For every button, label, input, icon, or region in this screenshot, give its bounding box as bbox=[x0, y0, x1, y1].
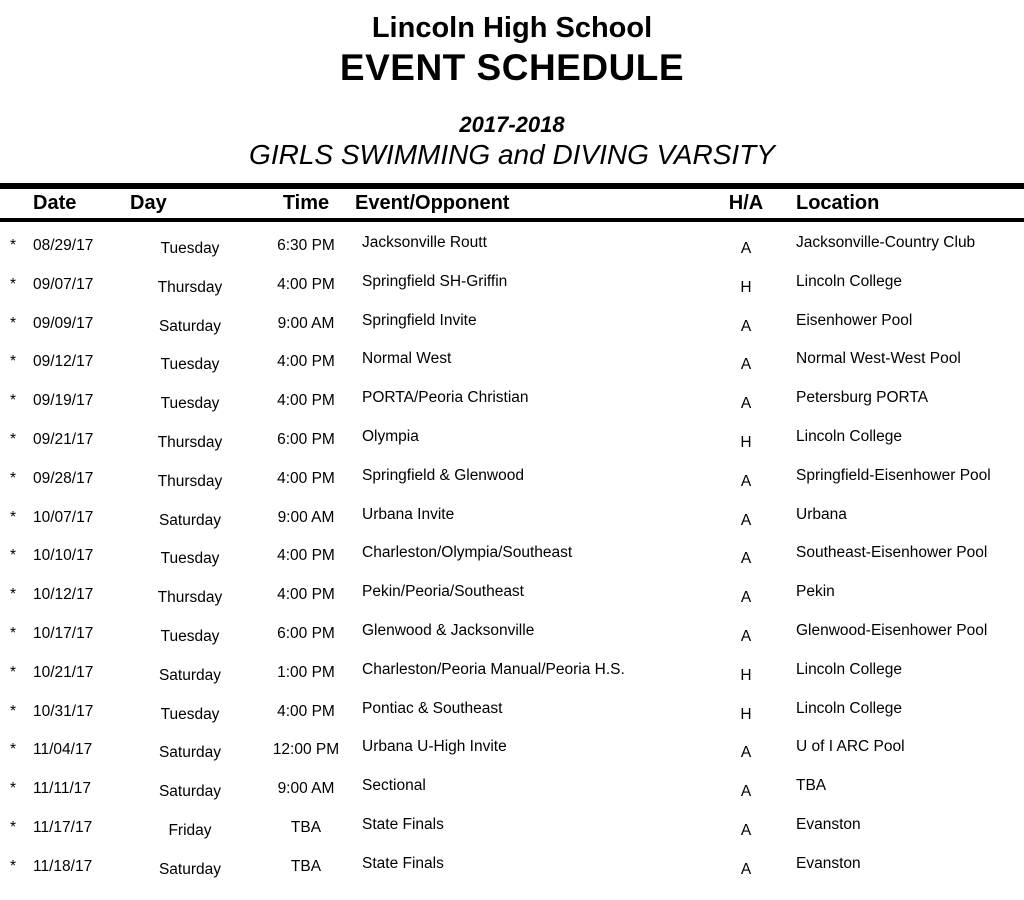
event-location: Lincoln College bbox=[796, 660, 902, 678]
event-time: 4:00 PM bbox=[277, 392, 335, 410]
home-away-indicator: A bbox=[740, 317, 752, 335]
event-location: Lincoln College bbox=[796, 427, 902, 445]
event-day: Thursday bbox=[157, 433, 223, 451]
event-day: Thursday bbox=[157, 278, 223, 296]
date-column-header: Date bbox=[33, 192, 77, 215]
schedule-row bbox=[0, 771, 1024, 810]
event-day: Tuesday bbox=[160, 705, 220, 723]
event-opponent: Olympia bbox=[362, 427, 419, 445]
event-location: Glenwood-Eisenhower Pool bbox=[796, 621, 988, 639]
home-away-indicator: H bbox=[740, 705, 752, 723]
event-date: 10/07/17 bbox=[33, 508, 94, 526]
event-date: 09/28/17 bbox=[33, 469, 94, 487]
home-away-indicator: H bbox=[740, 433, 752, 451]
asterisk-marker: * bbox=[10, 469, 17, 487]
event-date: 11/11/17 bbox=[33, 780, 92, 798]
event-opponent: Springfield & Glenwood bbox=[362, 466, 524, 484]
event-opponent: Urbana Invite bbox=[362, 505, 455, 523]
event-location: Evanston bbox=[796, 854, 861, 872]
event-opponent: PORTA/Peoria Christian bbox=[362, 389, 529, 407]
asterisk-marker: * bbox=[10, 818, 17, 836]
event-date: 10/31/17 bbox=[33, 702, 94, 720]
header-divider-rule bbox=[0, 218, 1024, 222]
event-time: 9:00 AM bbox=[277, 314, 335, 332]
asterisk-marker: * bbox=[10, 430, 17, 448]
event-time: 1:00 PM bbox=[277, 663, 335, 681]
event-date: 09/21/17 bbox=[33, 430, 94, 448]
day-column-header: Day bbox=[130, 192, 167, 215]
event-location: Jacksonville-Country Club bbox=[796, 233, 976, 251]
event-date: 10/12/17 bbox=[33, 586, 94, 604]
event-day: Tuesday bbox=[160, 550, 220, 568]
home-away-indicator: A bbox=[740, 589, 752, 607]
event-time: 4:00 PM bbox=[277, 469, 335, 487]
home-away-indicator: A bbox=[740, 395, 752, 413]
event-opponent: Pekin/Peoria/Southeast bbox=[362, 583, 524, 601]
event-location: Lincoln College bbox=[796, 699, 902, 717]
event-location: Petersburg PORTA bbox=[796, 389, 929, 407]
season-year: 2017-2018 bbox=[459, 111, 565, 137]
event-location: Urbana bbox=[796, 505, 847, 523]
home-away-indicator: A bbox=[740, 239, 752, 257]
event-location: Lincoln College bbox=[796, 272, 902, 290]
event-day: Thursday bbox=[157, 472, 223, 490]
home-away-indicator: A bbox=[740, 627, 752, 645]
team-subtitle: GIRLS SWIMMING and DIVING VARSITY bbox=[249, 138, 775, 170]
event-day: Tuesday bbox=[160, 395, 220, 413]
schedule-row bbox=[0, 422, 1024, 461]
event-date: 10/17/17 bbox=[33, 624, 94, 642]
event-date: 10/21/17 bbox=[33, 663, 94, 681]
event-opponent: Jacksonville Routt bbox=[362, 233, 487, 251]
asterisk-marker: * bbox=[10, 353, 17, 371]
home-away-indicator: A bbox=[740, 821, 752, 839]
event-location: Eisenhower Pool bbox=[796, 311, 913, 329]
home-away-column-header: H/A bbox=[728, 192, 764, 215]
event-date: 09/09/17 bbox=[33, 314, 94, 332]
schedule-row bbox=[0, 461, 1024, 500]
asterisk-marker: * bbox=[10, 741, 17, 759]
event-day: Tuesday bbox=[160, 627, 220, 645]
schedule-rows bbox=[0, 228, 1024, 888]
asterisk-marker: * bbox=[10, 392, 17, 410]
event-time: 9:00 AM bbox=[277, 780, 335, 798]
schedule-row bbox=[0, 538, 1024, 577]
event-date: 10/10/17 bbox=[33, 547, 94, 565]
event-day: Saturday bbox=[158, 744, 222, 762]
schedule-row bbox=[0, 383, 1024, 422]
event-opponent: Charleston/Olympia/Southeast bbox=[362, 544, 573, 562]
event-time: 4:00 PM bbox=[277, 586, 335, 604]
event-date: 09/19/17 bbox=[33, 392, 94, 410]
event-opponent: Pontiac & Southeast bbox=[362, 699, 503, 717]
event-location: Pekin bbox=[796, 583, 835, 601]
home-away-indicator: H bbox=[740, 666, 752, 684]
event-day: Saturday bbox=[158, 783, 222, 801]
event-time: 4:00 PM bbox=[277, 353, 335, 371]
schedule-row bbox=[0, 655, 1024, 694]
event-location: TBA bbox=[796, 777, 827, 795]
event-date: 08/29/17 bbox=[33, 236, 94, 254]
asterisk-marker: * bbox=[10, 624, 17, 642]
schedule-row bbox=[0, 849, 1024, 888]
event-opponent: Springfield Invite bbox=[362, 311, 477, 329]
event-opponent: Springfield SH-Griffin bbox=[362, 272, 508, 290]
asterisk-marker: * bbox=[10, 314, 17, 332]
document-title: EVENT SCHEDULE bbox=[339, 46, 685, 88]
asterisk-marker: * bbox=[10, 508, 17, 526]
event-opponent: Sectional bbox=[362, 777, 426, 795]
location-column-header: Location bbox=[796, 192, 880, 215]
event-date: 11/17/17 bbox=[33, 818, 93, 836]
home-away-indicator: H bbox=[740, 278, 752, 296]
event-time: 4:00 PM bbox=[277, 275, 335, 293]
schedule-row bbox=[0, 344, 1024, 383]
event-time: 6:00 PM bbox=[277, 430, 335, 448]
asterisk-marker: * bbox=[10, 547, 17, 565]
event-day: Saturday bbox=[158, 511, 222, 529]
event-time: 6:30 PM bbox=[277, 236, 335, 254]
asterisk-marker: * bbox=[10, 663, 17, 681]
home-away-indicator: A bbox=[740, 511, 752, 529]
event-date: 11/04/17 bbox=[33, 741, 93, 759]
event-opponent: Charleston/Peoria Manual/Peoria H.S. bbox=[362, 660, 625, 678]
event-location: Evanston bbox=[796, 815, 861, 833]
school-name: Lincoln High School bbox=[371, 12, 653, 44]
event-opponent: Normal West bbox=[362, 350, 452, 368]
schedule-row bbox=[0, 810, 1024, 849]
time-column-header: Time bbox=[282, 192, 330, 215]
event-time: 4:00 PM bbox=[277, 702, 335, 720]
schedule-row bbox=[0, 577, 1024, 616]
event-location: U of I ARC Pool bbox=[796, 738, 905, 756]
event-day: Friday bbox=[168, 821, 212, 839]
event-day: Saturday bbox=[158, 317, 222, 335]
schedule-row bbox=[0, 306, 1024, 345]
home-away-indicator: A bbox=[740, 860, 752, 878]
event-time: 9:00 AM bbox=[277, 508, 335, 526]
asterisk-marker: * bbox=[10, 236, 17, 254]
event-time: 6:00 PM bbox=[277, 624, 335, 642]
event-opponent: State Finals bbox=[362, 815, 444, 833]
event-opponent: Glenwood & Jacksonville bbox=[362, 621, 535, 639]
event-opponent: Urbana U-High Invite bbox=[362, 738, 507, 756]
home-away-indicator: A bbox=[740, 356, 752, 374]
event-date: 09/07/17 bbox=[33, 275, 94, 293]
event-opponent: State Finals bbox=[362, 854, 444, 872]
event-time: 4:00 PM bbox=[277, 547, 335, 565]
event-day: Saturday bbox=[158, 860, 222, 878]
event-day: Saturday bbox=[158, 666, 222, 684]
schedule-row bbox=[0, 732, 1024, 771]
event-time: TBA bbox=[290, 857, 322, 875]
asterisk-marker: * bbox=[10, 780, 17, 798]
event-day: Tuesday bbox=[160, 356, 220, 374]
home-away-indicator: A bbox=[740, 550, 752, 568]
home-away-indicator: A bbox=[740, 472, 752, 490]
event-time: 12:00 PM bbox=[272, 741, 340, 759]
schedule-row bbox=[0, 500, 1024, 539]
asterisk-marker: * bbox=[10, 857, 17, 875]
asterisk-marker: * bbox=[10, 275, 17, 293]
event-location: Springfield-Eisenhower Pool bbox=[796, 466, 991, 484]
schedule-row bbox=[0, 616, 1024, 655]
event-opponent-column-header: Event/Opponent bbox=[355, 192, 510, 215]
home-away-indicator: A bbox=[740, 783, 752, 801]
schedule-row bbox=[0, 228, 1024, 267]
event-date: 09/12/17 bbox=[33, 353, 94, 371]
schedule-row bbox=[0, 694, 1024, 733]
asterisk-marker: * bbox=[10, 702, 17, 720]
schedule-row bbox=[0, 267, 1024, 306]
asterisk-marker: * bbox=[10, 586, 17, 604]
column-header-row bbox=[0, 189, 1024, 218]
event-location: Normal West-West Pool bbox=[796, 350, 961, 368]
event-date: 11/18/17 bbox=[33, 857, 93, 875]
event-location: Southeast-Eisenhower Pool bbox=[796, 544, 988, 562]
event-day: Thursday bbox=[157, 589, 223, 607]
event-day: Tuesday bbox=[160, 239, 220, 257]
event-time: TBA bbox=[290, 818, 322, 836]
home-away-indicator: A bbox=[740, 744, 752, 762]
